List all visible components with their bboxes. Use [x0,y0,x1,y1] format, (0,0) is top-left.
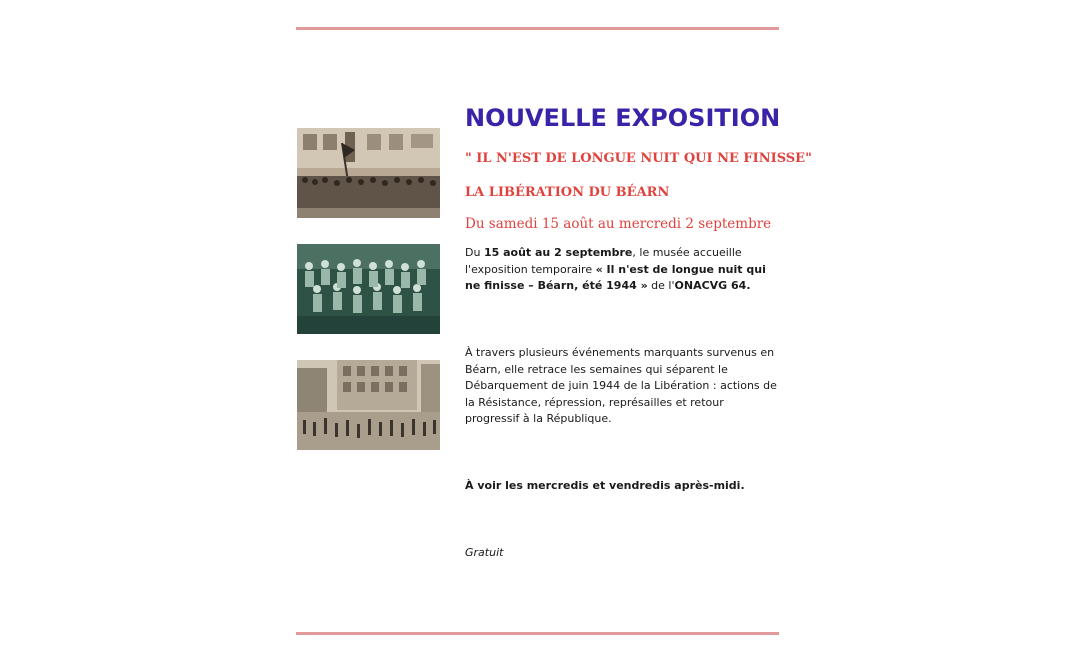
description-paragraph: À travers plusieurs événements marquants survenus en Béarn, elle retrace les semaines qui séparent le Débarquement de juin 1944 de la Libération : actions de la Résistance, répression, représailles et retour progressif à la République. [465,346,777,425]
exhibition-quote-title: " IL N'EST DE LONGUE NUIT QUI NE FINISSE" [465,151,812,166]
resistance-group-photo [297,244,440,334]
exhibition-dates: Du samedi 15 août au mercredi 2 septembre [465,216,772,232]
intro-exhibition-name: « Il n'est de longue nuit qui ne finisse – Béarn, été 1944 » [465,262,766,292]
visiting-hours: À voir les mercredis et vendredis après-midi. [465,479,745,492]
bottom-divider [296,632,779,635]
liberation-square-crowd-photo [297,360,440,450]
exhibition-subtitle: LA LIBÉRATION DU BÉARN [465,185,670,200]
page-title: NOUVELLE EXPOSITION [465,104,781,132]
intro-text-1: Du [465,246,484,259]
intro-organizer: ONACVG 64. [674,279,751,292]
top-divider [296,27,779,30]
intro-dates-bold: 15 août au 2 septembre [483,246,633,259]
intro-text-3: de l' [647,279,675,292]
liberation-street-crowd-photo [297,128,440,218]
intro-text-2: , le musée accueille l'exposition temporaire [465,246,742,276]
price-note: Gratuit [465,546,504,559]
intro-paragraph [465,245,781,295]
